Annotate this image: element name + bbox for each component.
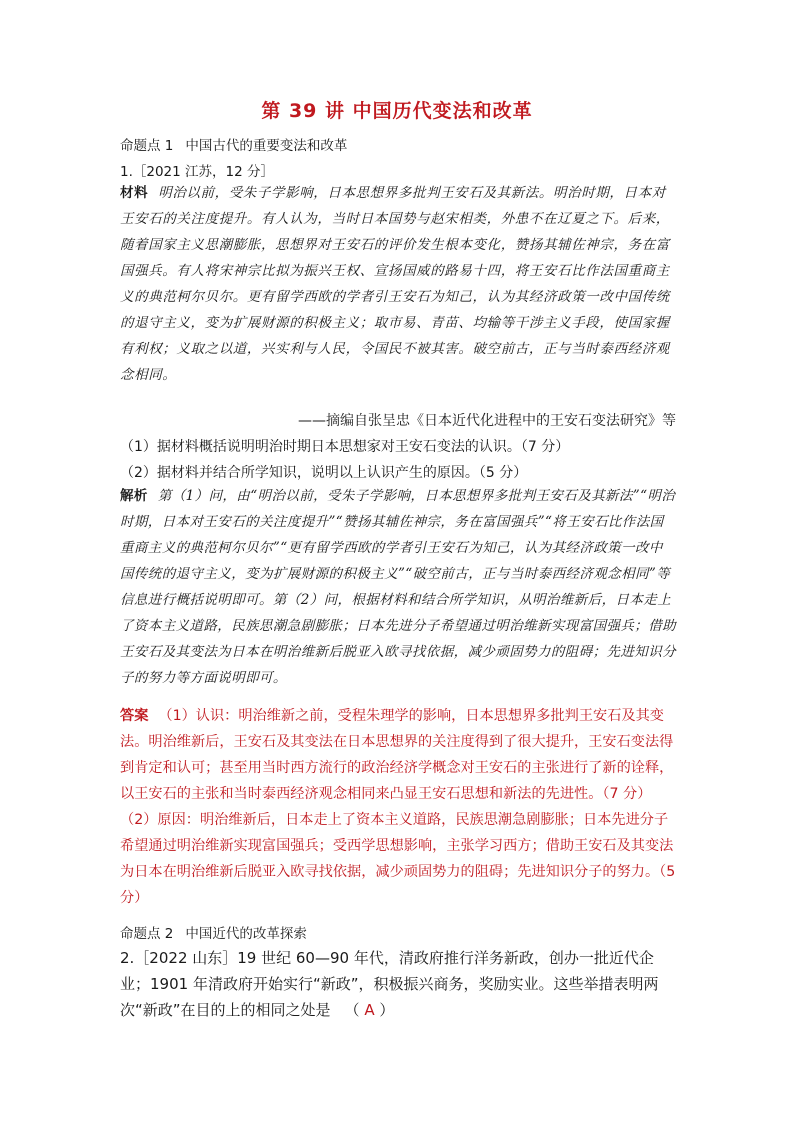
material-source: ——摘编自张呈忠《日本近代化进程中的王安石变法研究》等 xyxy=(298,413,676,429)
section-heading-2 xyxy=(120,922,307,942)
answer-choice xyxy=(345,1001,395,1019)
material-text: 明治以前，受朱子学影响，日本思想界多批判王安石及其新法。明治时期，日本对王安石的关注度提升。有人认为，当时日本国势与赵宋相类，外患不在辽夏之下。后来，随着国家主义思潮膨胀，思想界对王安石的评价发生根本变化，赞扬其辅佐神宗，务在富国强兵。有人将宋神宗比拟为振兴王权、宣扬国威的路易十四，将王安石比作法国重商主义的典范柯尔贝尔。更有留学西欧的学者引王安石为知己，认为其经济政策一改中国传统的退守主义，变为扩展财源的积极主义；取市易、青苗、均输等干涉主义手段，使国家握有利权；义取之以道，兴实利与人民，令国民不被其害。破空前古，正与当时泰西经济观念相同。 xyxy=(120,185,670,383)
answer-text-2: （2）原因：明治维新后，日本走上了资本主义道路，民族思潮急剧膨胀；日本先进分子希望通过明治维新实现富国强兵；受西学思想影响，主张学习西方；借助王安石及其变法为日本在明治维新后脱亚入欧寻找依据，减少顽固势力的阻碍；先进知识分子的努力。（5 分） xyxy=(120,812,676,906)
question-2-text: 19 世纪 60—90 年代，清政府推行洋务新政，创办一批近代企业；1901 年清政府开始实行“新政”，积极振兴商务，奖励实业。这些举措表明两次“新政”在目的上的相同之处是 xyxy=(120,949,659,1019)
question-1-header: 1.［2021 江苏，12 分］ xyxy=(120,164,274,180)
section-heading-1 xyxy=(120,134,347,154)
analysis-tag: 解析 xyxy=(120,488,148,504)
section-label: 中国近代的改革探索 xyxy=(185,926,307,942)
answer-text-1: （1）认识：明治维新之前，受程朱理学的影响，日本思想界多批判王安石及其变法。明治维新后，王安石及其变法在日本思想界的关注度得到了很大提升，王安石变法得到肯定和认可；甚至用当时西方流行的政治经济学概念对王安石的主张进行了新的诠释，以王安石的主张和当时泰西经济观念相同来凸显王安石思想和新法的先进性。（7 分） xyxy=(120,708,674,802)
answer-paragraph-1 xyxy=(120,703,676,807)
material-paragraph xyxy=(120,180,676,388)
section-number: 命题点 1 xyxy=(120,138,174,154)
analysis-text: 第（1）问，由“明治以前，受朱子学影响，日本思想界多批判王安石及其新法”“明治时期，日本对王安石的关注度提升”“赞扬其辅佐神宗，务在富国强兵”“将王安石比作法国重商主义的典范柯尔贝尔”“更有留学西欧的学者引王安石为知己，认为其经济政策一改中国传统的退守主义，变为扩展财源的积极主义”“破空前古，正与当时泰西经济观念相同”等信息进行概括说明即可。第（2）问，根据材料和结合所学知识，从明治维新后，日本走上了资本主义道路，民族思潮急剧膨胀；日本先进分子希望通过明治维新实现富国强兵；借助王安石及其变法为日本在明治维新后脱亚入欧寻找依据，减少顽固势力的阻碍；先进知识分子的努力等方面说明即可。 xyxy=(120,488,676,686)
material-tag: 材料 xyxy=(120,185,149,201)
answer-letter: A xyxy=(364,1001,375,1019)
sub-question-1: （1）据材料概括说明明治时期日本思想家对王安石变法的认识。（7 分） xyxy=(120,439,570,455)
section-number: 命题点 2 xyxy=(120,926,174,942)
answer-paragraph-2 xyxy=(120,807,676,911)
answer-tag: 答案 xyxy=(120,708,149,724)
question-2 xyxy=(120,945,676,1023)
section-label: 中国古代的重要变法和改革 xyxy=(185,138,348,154)
analysis-paragraph xyxy=(120,483,676,691)
question-2-header: 2.［2022 山东］ xyxy=(120,949,238,967)
page-title: 第 39 讲 中国历代变法和改革 xyxy=(261,100,533,122)
sub-question-2: （2）据材料并结合所学知识，说明以上认识产生的原因。（5 分） xyxy=(120,465,528,481)
paren-close: ） xyxy=(379,1001,395,1019)
paren-open: （ xyxy=(344,1001,360,1019)
